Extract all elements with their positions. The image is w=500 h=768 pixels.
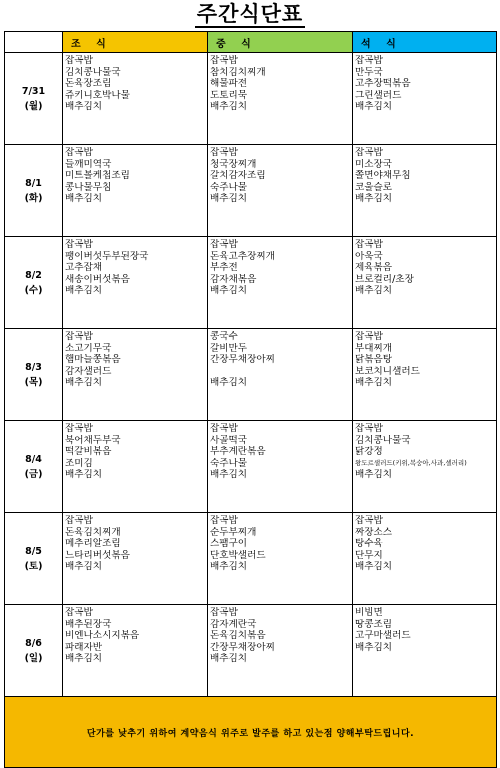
day-cell: [5, 605, 63, 697]
menu-item: 콩국수: [210, 331, 238, 342]
breakfast-cell: [63, 605, 208, 697]
menu-item: 비빔면: [355, 607, 383, 618]
menu-item: 코울슬로: [355, 181, 393, 193]
menu-item: 김치콩나물국: [65, 66, 121, 78]
lunch-cell: [208, 329, 353, 421]
menu-item: 갈치감자조림: [210, 170, 266, 182]
menu-item: 북어채두부국: [65, 434, 121, 446]
day-date: 8/1: [25, 177, 42, 189]
page-title-text: 주간식단표: [196, 2, 304, 26]
menu-item: 배추김치: [355, 469, 393, 481]
menu-item: 잡곡밥: [65, 515, 93, 526]
menu-item: 탕수육: [355, 538, 383, 550]
menu-item: 고추잡채: [65, 262, 103, 274]
menu-item: 돈육김치볶음: [210, 630, 266, 642]
menu-item: 잡곡밥: [210, 607, 238, 618]
menu-item: 부추전: [210, 262, 238, 274]
menu-item: 햄마늘쫑볶음: [65, 354, 121, 366]
menu-item: [210, 366, 352, 378]
day-date: 8/6: [25, 637, 42, 649]
menu-item: 쫄면야채무침: [355, 170, 411, 182]
menu-item: 갈비만두: [210, 342, 248, 354]
day-weekday: (월): [24, 100, 43, 112]
breakfast-cell: [63, 421, 208, 513]
menu-item: 닭볶음탕: [355, 354, 393, 366]
menu-item: 배추김치: [65, 377, 103, 389]
day-cell: [5, 513, 63, 605]
menu-item: 김치콩나물국: [355, 434, 411, 446]
menu-item: 쥬키니호박나물: [65, 89, 130, 101]
menu-item: 사골떡국: [210, 434, 248, 446]
menu-item: 잡곡밥: [355, 515, 383, 526]
menu-item: 배추김치: [65, 193, 103, 205]
menu-item: 배추김치: [355, 377, 393, 389]
lunch-cell: [208, 145, 353, 237]
menu-item: 닭강정: [355, 446, 383, 458]
menu-item: 콩나물무침: [65, 181, 112, 193]
menu-item: 단호박샐러드: [210, 549, 266, 561]
lunch-cell: [208, 513, 353, 605]
menu-item: 배추김치: [210, 469, 248, 481]
day-row: [5, 53, 497, 145]
menu-item: 해물파전: [210, 78, 248, 90]
dinner-cell: [353, 237, 497, 329]
page-title: [0, 2, 500, 30]
menu-item: 그린샐러드: [355, 89, 402, 101]
menu-item: 잡곡밥: [65, 55, 93, 66]
menu-item: 새송이버섯볶음: [65, 273, 130, 285]
header-lunch: 중 식: [208, 32, 353, 53]
day-date: 8/2: [25, 269, 42, 281]
notice-row: [5, 697, 497, 768]
menu-item: 순두부찌개: [210, 526, 257, 538]
menu-item: 잡곡밥: [210, 55, 238, 66]
day-weekday: (수): [24, 284, 43, 296]
menu-item: 잡곡밥: [210, 515, 238, 526]
day-weekday: (화): [24, 192, 43, 204]
menu-item: 잡곡밥: [65, 607, 93, 618]
menu-item: 감자계란국: [210, 618, 257, 630]
menu-item: 만두국: [355, 66, 383, 78]
dinner-cell: [353, 53, 497, 145]
menu-item: 배추김치: [65, 469, 103, 481]
dinner-cell: [353, 513, 497, 605]
day-row: [5, 329, 497, 421]
dinner-cell: [353, 329, 497, 421]
menu-item: 아욱국: [355, 250, 383, 262]
menu-item: 미소장국: [355, 158, 393, 170]
menu-item: 잡곡밥: [65, 239, 93, 250]
day-weekday: (일): [24, 652, 43, 664]
menu-item: 청국장찌개: [210, 158, 257, 170]
menu-item: 고추장떡볶음: [355, 78, 411, 90]
dinner-cell: [353, 145, 497, 237]
menu-item: 들깨미역국: [65, 158, 112, 170]
day-cell: [5, 237, 63, 329]
menu-item: 부대찌개: [355, 342, 393, 354]
day-row: [5, 605, 497, 697]
menu-item: 배추김치: [355, 193, 393, 205]
menu-item: 부추계란볶음: [210, 446, 266, 458]
breakfast-cell: [63, 513, 208, 605]
menu-item: 배추김치: [65, 101, 103, 113]
day-date: 7/31: [21, 85, 46, 97]
breakfast-cell: [63, 237, 208, 329]
menu-item: 잡곡밥: [210, 239, 238, 250]
lunch-cell: [208, 53, 353, 145]
menu-item: 소고기무국: [65, 342, 112, 354]
menu-item: 배추김치: [65, 653, 103, 665]
breakfast-cell: [63, 145, 208, 237]
menu-item: 돈육김치찌개: [65, 526, 121, 538]
menu-item: 잡곡밥: [65, 147, 93, 158]
menu-item: 배추김치: [210, 285, 248, 297]
menu-item: 간장무채장아찌: [210, 641, 275, 653]
menu-item: 떡갈비볶음: [65, 446, 112, 458]
menu-item: 숙주나물: [210, 181, 248, 193]
day-date: 8/3: [25, 361, 42, 373]
day-date: 8/4: [25, 453, 42, 465]
menu-item: 배추김치: [210, 193, 248, 205]
menu-item: 간장무채장아찌: [210, 354, 275, 366]
menu-item: 잡곡밥: [355, 147, 383, 158]
menu-item: 팽이버섯두부된장국: [65, 250, 149, 262]
menu-item: 비엔나소시지볶음: [65, 630, 140, 642]
menu-item: 잡곡밥: [65, 423, 93, 434]
menu-item: 배추된장국: [65, 618, 112, 630]
menu-item: 브로컬리/초장: [355, 273, 414, 285]
header-dinner: 석 식: [353, 32, 497, 53]
menu-item: 미트볼케첩조림: [65, 170, 130, 182]
menu-item: 왕도르샐러드(키위,복숭아,사과,셀러리): [355, 458, 467, 467]
day-row: [5, 421, 497, 513]
menu-item: 짜장소스: [355, 526, 393, 538]
menu-item: 배추김치: [355, 561, 393, 573]
menu-item: 단무지: [355, 549, 383, 561]
menu-item: 파래자반: [65, 641, 103, 653]
day-cell: [5, 145, 63, 237]
menu-item: 배추김치: [355, 641, 393, 653]
menu-item: 배추김치: [65, 561, 103, 573]
menu-item: 조미김: [65, 457, 93, 469]
menu-item: 참치김치찌개: [210, 66, 266, 78]
day-row: [5, 513, 497, 605]
menu-item: 느타리버섯볶음: [65, 549, 130, 561]
menu-item: 고구마샐러드: [355, 630, 411, 642]
header-date-cell: [5, 32, 63, 53]
menu-item: 잡곡밥: [355, 331, 383, 342]
header-row: [5, 32, 497, 53]
menu-item: 배추김치: [65, 285, 103, 297]
menu-item: 배추김치: [210, 561, 248, 573]
day-weekday: (목): [24, 376, 43, 388]
menu-item: 돈육장조림: [65, 78, 112, 90]
day-date: 8/5: [25, 545, 42, 557]
menu-item: 감자채볶음: [210, 273, 257, 285]
menu-item: 숙주나물: [210, 457, 248, 469]
menu-item: 보코치니샐러드: [355, 365, 420, 377]
day-weekday: (금): [24, 468, 43, 480]
dinner-cell: [353, 605, 497, 697]
menu-body: [5, 53, 497, 697]
menu-item: 배추김치: [355, 101, 393, 113]
weekly-menu-table: [4, 31, 497, 768]
lunch-cell: [208, 421, 353, 513]
menu-item: 잡곡밥: [355, 423, 383, 434]
day-cell: [5, 53, 63, 145]
menu-item: 메추리알조림: [65, 538, 121, 550]
breakfast-cell: [63, 53, 208, 145]
menu-item: 잡곡밥: [210, 423, 238, 434]
breakfast-cell: [63, 329, 208, 421]
day-weekday: (토): [24, 560, 43, 572]
menu-item: 제육볶음: [355, 262, 393, 274]
notice-text: 단가를 낮추기 위하여 계약음식 위주로 발주를 하고 있는점 양해부탁드립니다.: [5, 697, 497, 768]
menu-item: 잡곡밥: [355, 239, 383, 250]
dinner-cell: [353, 421, 497, 513]
menu-item: 땅콩조림: [355, 618, 393, 630]
menu-item: 돈육고추장찌개: [210, 250, 275, 262]
lunch-cell: [208, 237, 353, 329]
day-cell: [5, 329, 63, 421]
header-breakfast: 조 식: [63, 32, 208, 53]
menu-item: 잡곡밥: [210, 147, 238, 158]
menu-item: 감자샐러드: [65, 365, 112, 377]
menu-item: 잡곡밥: [355, 55, 383, 66]
menu-item: 배추김치: [210, 377, 248, 389]
day-row: [5, 145, 497, 237]
menu-item: 배추김치: [210, 101, 248, 113]
day-row: [5, 237, 497, 329]
menu-item: 배추김치: [210, 653, 248, 665]
lunch-cell: [208, 605, 353, 697]
menu-item: 스팸구이: [210, 538, 248, 550]
day-cell: [5, 421, 63, 513]
menu-item: 잡곡밥: [65, 331, 93, 342]
menu-item: 배추김치: [355, 285, 393, 297]
menu-item: 도토리묵: [210, 89, 248, 101]
